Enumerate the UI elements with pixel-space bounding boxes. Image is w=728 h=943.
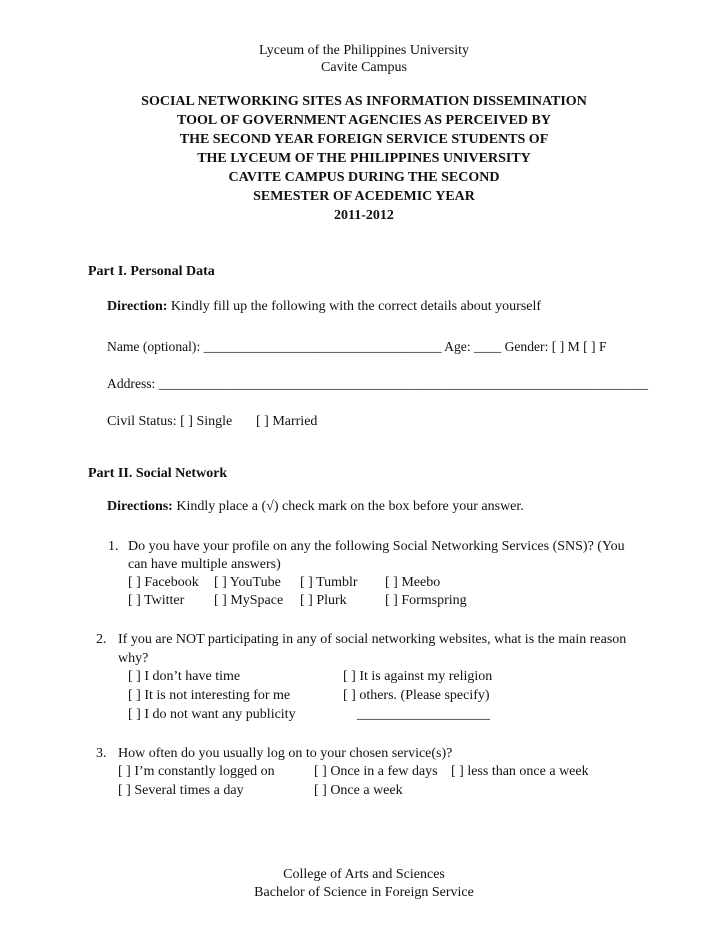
q1-option-youtube: [ ] YouTube	[214, 575, 281, 590]
q2-option-no-publicity: [ ] I do not want any publicity	[128, 707, 296, 722]
part1-direction-text: Kindly fill up the following with the correct details about yourself	[167, 299, 542, 314]
address-line: Address: ________________________________________________________________________	[107, 376, 649, 391]
part1-direction	[107, 298, 541, 316]
q2-others-specify-blank: ___________________	[357, 707, 490, 722]
q1-option-myspace: [ ] MySpace	[214, 593, 284, 608]
part1-heading: Part I. Personal Data	[88, 264, 215, 279]
q3-option-less-than-weekly: [ ] less than once a week	[451, 764, 589, 779]
q1-option-formspring: [ ] Formspring	[385, 593, 467, 608]
title-line-4: THE LYCEUM OF THE PHILIPPINES UNIVERSITY	[197, 151, 531, 166]
civil-status-single: Civil Status: [ ] Single	[107, 414, 233, 429]
part2-direction-text: Kindly place a (√) check mark on the box before your answer.	[172, 499, 524, 514]
q1-option-twitter: [ ] Twitter	[128, 593, 185, 608]
q2-option-religion: [ ] It is against my religion	[343, 669, 493, 684]
q3-option-once-weekly: [ ] Once a week	[314, 783, 403, 798]
q3-option-few-days: [ ] Once in a few days	[314, 764, 438, 779]
title-line-7: 2011-2012	[334, 208, 394, 223]
q3-number: 3.	[96, 746, 107, 761]
footer-program: Bachelor of Science in Foreign Service	[254, 885, 474, 900]
civil-status-married: [ ] Married	[256, 414, 318, 429]
part1-direction-label: Direction:	[107, 299, 168, 314]
q1-option-plurk: [ ] Plurk	[300, 593, 347, 608]
q2-option-no-time: [ ] I don’t have time	[128, 669, 241, 684]
q3-option-several-daily: [ ] Several times a day	[118, 783, 244, 798]
q2-text-line-2: why?	[118, 651, 149, 666]
title-line-3: THE SECOND YEAR FOREIGN SERVICE STUDENTS OF	[179, 132, 549, 147]
q1-text-line-2: can have multiple answers)	[128, 557, 281, 572]
part2-heading: Part II. Social Network	[88, 466, 228, 481]
title-line-1: SOCIAL NETWORKING SITES AS INFORMATION DISSEMINATION	[141, 94, 587, 109]
q2-text-line-1: If you are NOT participating in any of social networking websites, what is the main reason	[118, 632, 627, 647]
q1-number: 1.	[108, 539, 119, 554]
header-university: Lyceum of the Philippines University	[259, 43, 469, 58]
header-campus: Cavite Campus	[321, 60, 407, 75]
q1-option-meebo: [ ] Meebo	[385, 575, 441, 590]
q2-option-not-interesting: [ ] It is not interesting for me	[128, 688, 291, 703]
part2-direction	[107, 498, 524, 516]
title-line-2: TOOL OF GOVERNMENT AGENCIES AS PERCEIVED BY	[177, 113, 551, 128]
name-age-gender-line: Name (optional): ___________________________________ Age: ____ Gender: [ ] M [ ] F	[107, 339, 607, 354]
title-line-6: SEMESTER OF ACEDEMIC YEAR	[253, 189, 475, 204]
q3-text-line-1: How often do you usually log on to your chosen service(s)?	[118, 746, 453, 761]
part2-direction-label: Directions:	[107, 499, 173, 514]
q1-text-line-1: Do you have your profile on any the following Social Networking Services (SNS)? (You	[128, 539, 625, 554]
q2-option-others: [ ] others. (Please specify)	[343, 688, 490, 703]
footer-college: College of Arts and Sciences	[283, 867, 445, 882]
q1-option-facebook: [ ] Facebook	[128, 575, 199, 590]
q2-number: 2.	[96, 632, 107, 647]
q3-option-constantly: [ ] I’m constantly logged on	[118, 764, 275, 779]
q1-option-tumblr: [ ] Tumblr	[300, 575, 358, 590]
title-line-5: CAVITE CAMPUS DURING THE SECOND	[228, 170, 500, 185]
